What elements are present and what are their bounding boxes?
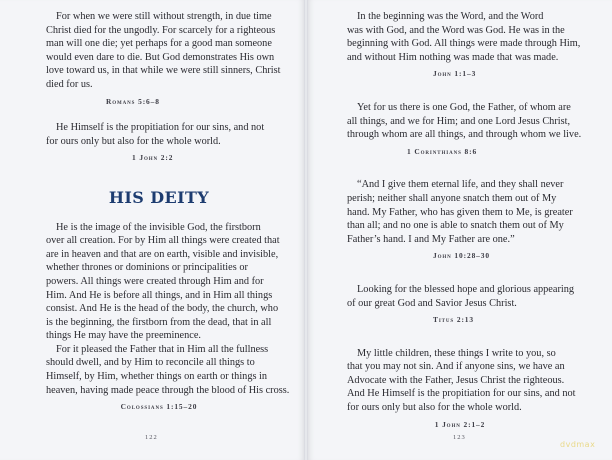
text-line: perish; neither shall anyone snatch them out of My [347,192,557,204]
text-line: died for us. [46,78,93,90]
text-line: whether thrones or dominions or principalities or [46,262,248,274]
passage-john-1 [347,10,581,81]
text-line: powers. All things were created through Him and for [46,275,264,287]
text-line: of our great God and Savior Jesus Christ. [347,297,517,309]
text-line: Advocate with the Father, Jesus Christ the righteous. [347,374,565,386]
text-line: things He may have the preeminence. [46,330,201,342]
text-line: In the beginning was the Word, and the Word [357,11,544,22]
text-line: Looking for the blessed hope and glorious appearing [357,283,575,295]
text-line: and without Him nothing was made that was made. [347,51,559,63]
text-line: Father’s hand. I and My Father are one.” [347,233,515,245]
scripture-reference: John 10:28–30 [433,251,490,261]
passage-1-john-2 [347,347,576,432]
scripture-reference: Colossians 1:15–20 [120,402,198,412]
text-line: consist. And He is the head of the body, the church, who [46,303,279,315]
right-page [307,0,612,460]
text-line: over all creation. For by Him all things were created that [46,235,280,247]
text-line: for ours only but also for the whole world. [347,402,522,414]
passage-romans [46,10,281,108]
book-gutter [304,0,308,460]
text-line: He Himself is the propitiation for our sins, and not [56,122,265,134]
text-line: For when we were still without strength, in due time [56,11,272,22]
scripture-reference: Titus 2:13 [433,315,474,325]
text-line: He is the image of the invisible God, the firstborn [56,221,261,233]
text-line: My little children, these things I write to you, so [357,347,556,359]
passage-john-10 [347,178,573,263]
section-heading: HIS DEITY [108,187,210,207]
text-line: love toward us, in that while we were still sinners, Christ [46,65,281,77]
scripture-reference: John 1:1–3 [433,69,477,79]
passage-titus [347,283,573,327]
text-line: For it pleased the Father that in Him all the fullness [56,343,269,355]
text-line: beginning with God. All things were made through Him, [347,38,581,50]
text-line: Christ died for the ungodly. For scarcely for a righteous [46,24,276,36]
watermark: dvdmax [560,440,596,449]
text-line: all things, and we for Him; and one Lord Jesus Christ, [347,115,571,127]
text-line: Him. And He is before all things, and in Him all things [46,289,273,301]
left-page [0,0,305,460]
passage-colossians [46,221,290,414]
left-page-content [46,10,290,414]
text-line: through whom are all things, and through whom we live. [347,129,582,141]
text-line: that you may not sin. And if anyone sins, we have an [347,361,565,373]
text-line: was with God, and the Word was God. He was in the [347,24,565,36]
page-number: 123 [453,434,466,441]
text-line: And He Himself is the propitiation for our sins, and not [347,388,576,400]
right-page-content [347,10,582,431]
text-line: are in heaven and that are on earth, visible and invisible, [46,248,279,260]
scripture-reference: 1 John 2:2 [132,153,174,163]
passage-1-corinthians [347,101,582,158]
text-line: man will one die; yet perhaps for a good man someone [46,38,272,50]
text-line: than all; and no one is able to snatch them out of My [347,220,564,232]
page-number: 122 [145,434,158,441]
text-line: hand. My Father, who has given them to Me, is greater [347,206,573,218]
text-line: Yet for us there is one God, the Father, of whom are [357,101,571,113]
scripture-reference: 1 Corinthians 8:6 [407,146,478,156]
scripture-reference: Romans 5:6–8 [106,96,160,106]
text-line: heaven, having made peace through the blood of His cross. [46,384,290,396]
passage-1-john-2-2 [46,121,272,165]
text-line: is the beginning, the firstborn from the dead, that in all [46,316,272,328]
text-line: Himself, by Him, whether things on earth or things in [46,371,268,383]
text-line: should dwell, and by Him to reconcile all things to [46,357,255,369]
text-line: for ours only but also for the whole world. [46,135,221,147]
scripture-reference: 1 John 2:1–2 [434,419,486,429]
text-line: would even dare to die. But God demonstrates His own [46,51,275,63]
text-line: “And I give them eternal life, and they shall never [357,179,564,191]
